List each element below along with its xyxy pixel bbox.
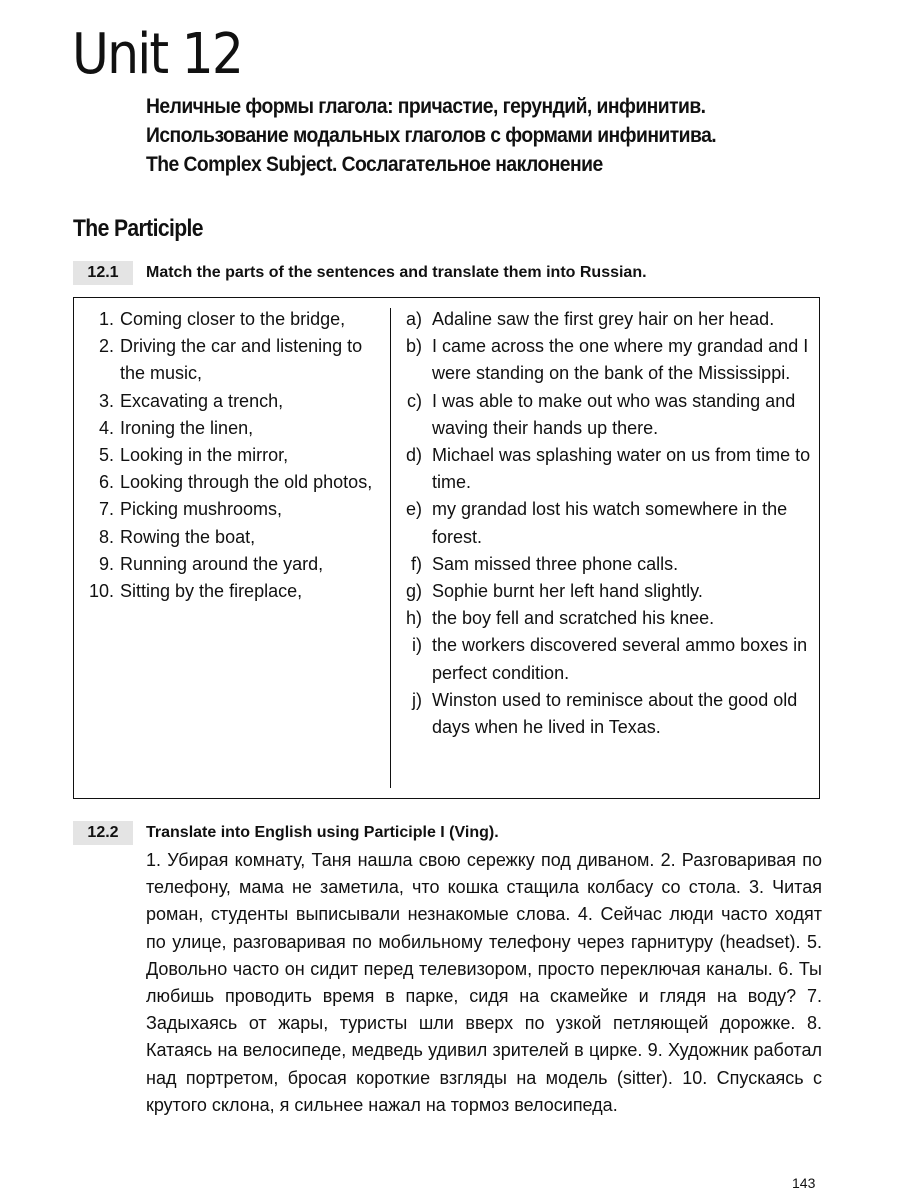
item-marker: f) <box>411 553 422 574</box>
item-text: Running around the yard, <box>120 553 324 574</box>
item-text: Rowing the boat, <box>120 526 256 547</box>
item-text: Picking mushrooms, <box>120 499 283 520</box>
item-text: Sophie burnt her left hand slightly. <box>432 581 703 602</box>
exercise-number: 12.1 <box>73 261 133 285</box>
sentence-beginnings-column <box>74 306 384 605</box>
column-divider <box>390 308 391 788</box>
item-text: Michael was splashing water on us from time to time. <box>432 445 811 493</box>
sentence-ending <box>396 605 816 632</box>
item-marker: 4. <box>98 417 114 438</box>
sentence-ending <box>396 306 816 333</box>
item-text: Coming closer to the bridge, <box>120 309 346 329</box>
item-marker: a) <box>405 309 422 329</box>
item-marker: e) <box>405 499 422 520</box>
item-marker: 8. <box>98 526 114 547</box>
section-title: The Participle <box>73 215 203 242</box>
item-marker: 3. <box>98 390 114 411</box>
sentence-ending <box>396 632 816 686</box>
sentence-beginning <box>74 306 384 333</box>
page-number: 143 <box>792 1175 816 1191</box>
item-text: Ironing the linen, <box>120 417 254 438</box>
unit-title: Unit 12 <box>72 22 243 87</box>
sentence-ending <box>396 333 816 387</box>
item-text: Looking through the old photos, <box>120 472 373 493</box>
item-text: Winston used to reminisce about the good old days when he lived in Texas. <box>432 689 798 738</box>
item-text: I was able to make out who was standing and waving their hands up there. <box>432 390 796 438</box>
item-marker: 5. <box>98 445 114 466</box>
item-text: Driving the car and listening to the music, <box>120 336 363 384</box>
item-marker: 10. <box>88 581 114 602</box>
sentence-ending <box>396 687 816 741</box>
sentence-beginning <box>74 442 384 469</box>
sentence-beginning <box>74 388 384 415</box>
exercise-instruction: Match the parts of the sentences and translate them into Russian. <box>146 264 647 281</box>
sentence-beginning <box>74 415 384 442</box>
item-marker: h) <box>405 608 422 629</box>
sentence-ending <box>396 388 816 442</box>
sentence-beginning <box>74 333 384 387</box>
item-text: the boy fell and scratched his knee. <box>432 608 715 629</box>
item-marker: g) <box>405 581 422 602</box>
item-marker: 2. <box>98 336 114 357</box>
sentence-beginning <box>74 551 384 578</box>
translation-text: 1. Убирая комнату, Таня нашла свою сережку под диваном. 2. Разговаривая по телефону, мама не заметила, что кошка стащила колбасу со стола. 3. Читая роман, студенты выписывали незнакомые слова. 4. Сейчас люди часто ходят по улице, разговаривая по мобильному телефону через гарнитуру (headset). 5. Довольно часто он сидит перед телевизором, просто переключая каналы. 6. Ты любишь проводить время в парке, сидя на скамейке и глядя на воду? 7. Задыхаясь от жары, туристы шли вверх по узкой петляющей дорожке. 8. Катаясь на велосипеде, медведь удивил зрителей в цирке. 9. Художник работал над портретом, бросая короткие взгляды на модель (sitter). 10. Спускаясь с крутого склона, я сильнее нажал на тормоз велосипеда. <box>146 850 822 1115</box>
subtitle-line: The Complex Subject. Сослагательное наклонение <box>146 153 603 176</box>
item-marker: 7. <box>98 499 114 520</box>
item-marker: 9. <box>98 553 114 574</box>
subtitle-line: Использование модальных глаголов с формами инфинитива. <box>146 124 717 147</box>
sentence-beginning <box>74 578 384 605</box>
item-text: Excavating a trench, <box>120 390 284 411</box>
sentence-ending <box>396 551 816 578</box>
unit-subtitle <box>146 92 716 179</box>
item-marker: d) <box>405 445 422 466</box>
item-marker: i) <box>412 635 422 656</box>
matching-table <box>73 297 820 799</box>
sentence-beginning <box>74 524 384 551</box>
sentence-ending <box>396 578 816 605</box>
item-text: Adaline saw the first grey hair on her head. <box>432 309 775 329</box>
exercise-header <box>73 821 833 845</box>
item-text: Sitting by the fireplace, <box>120 581 303 602</box>
item-marker: b) <box>405 336 422 357</box>
item-text: I came across the one where my grandad and I were standing on the bank of the Mississippi. <box>432 336 809 384</box>
sentence-endings-column <box>396 306 816 741</box>
item-text: Looking in the mirror, <box>120 445 289 466</box>
item-marker: j) <box>412 689 422 710</box>
item-marker: 1. <box>98 309 114 329</box>
sentence-beginning <box>74 496 384 523</box>
item-text: the workers discovered several ammo boxes in perfect condition. <box>432 635 808 683</box>
exercise-number: 12.2 <box>73 821 133 845</box>
exercise-header <box>73 261 833 285</box>
sentence-ending <box>396 442 816 496</box>
subtitle-line: Неличные формы глагола: причастие, герундий, инфинитив. <box>146 95 706 118</box>
item-text: my grandad lost his watch somewhere in the forest. <box>432 499 788 547</box>
item-marker: 6. <box>98 472 114 493</box>
sentence-beginning <box>74 469 384 496</box>
exercise-instruction: Translate into English using Participle I (Ving). <box>146 824 499 841</box>
item-marker: c) <box>407 390 422 411</box>
sentence-ending <box>396 496 816 550</box>
item-text: Sam missed three phone calls. <box>432 553 679 574</box>
